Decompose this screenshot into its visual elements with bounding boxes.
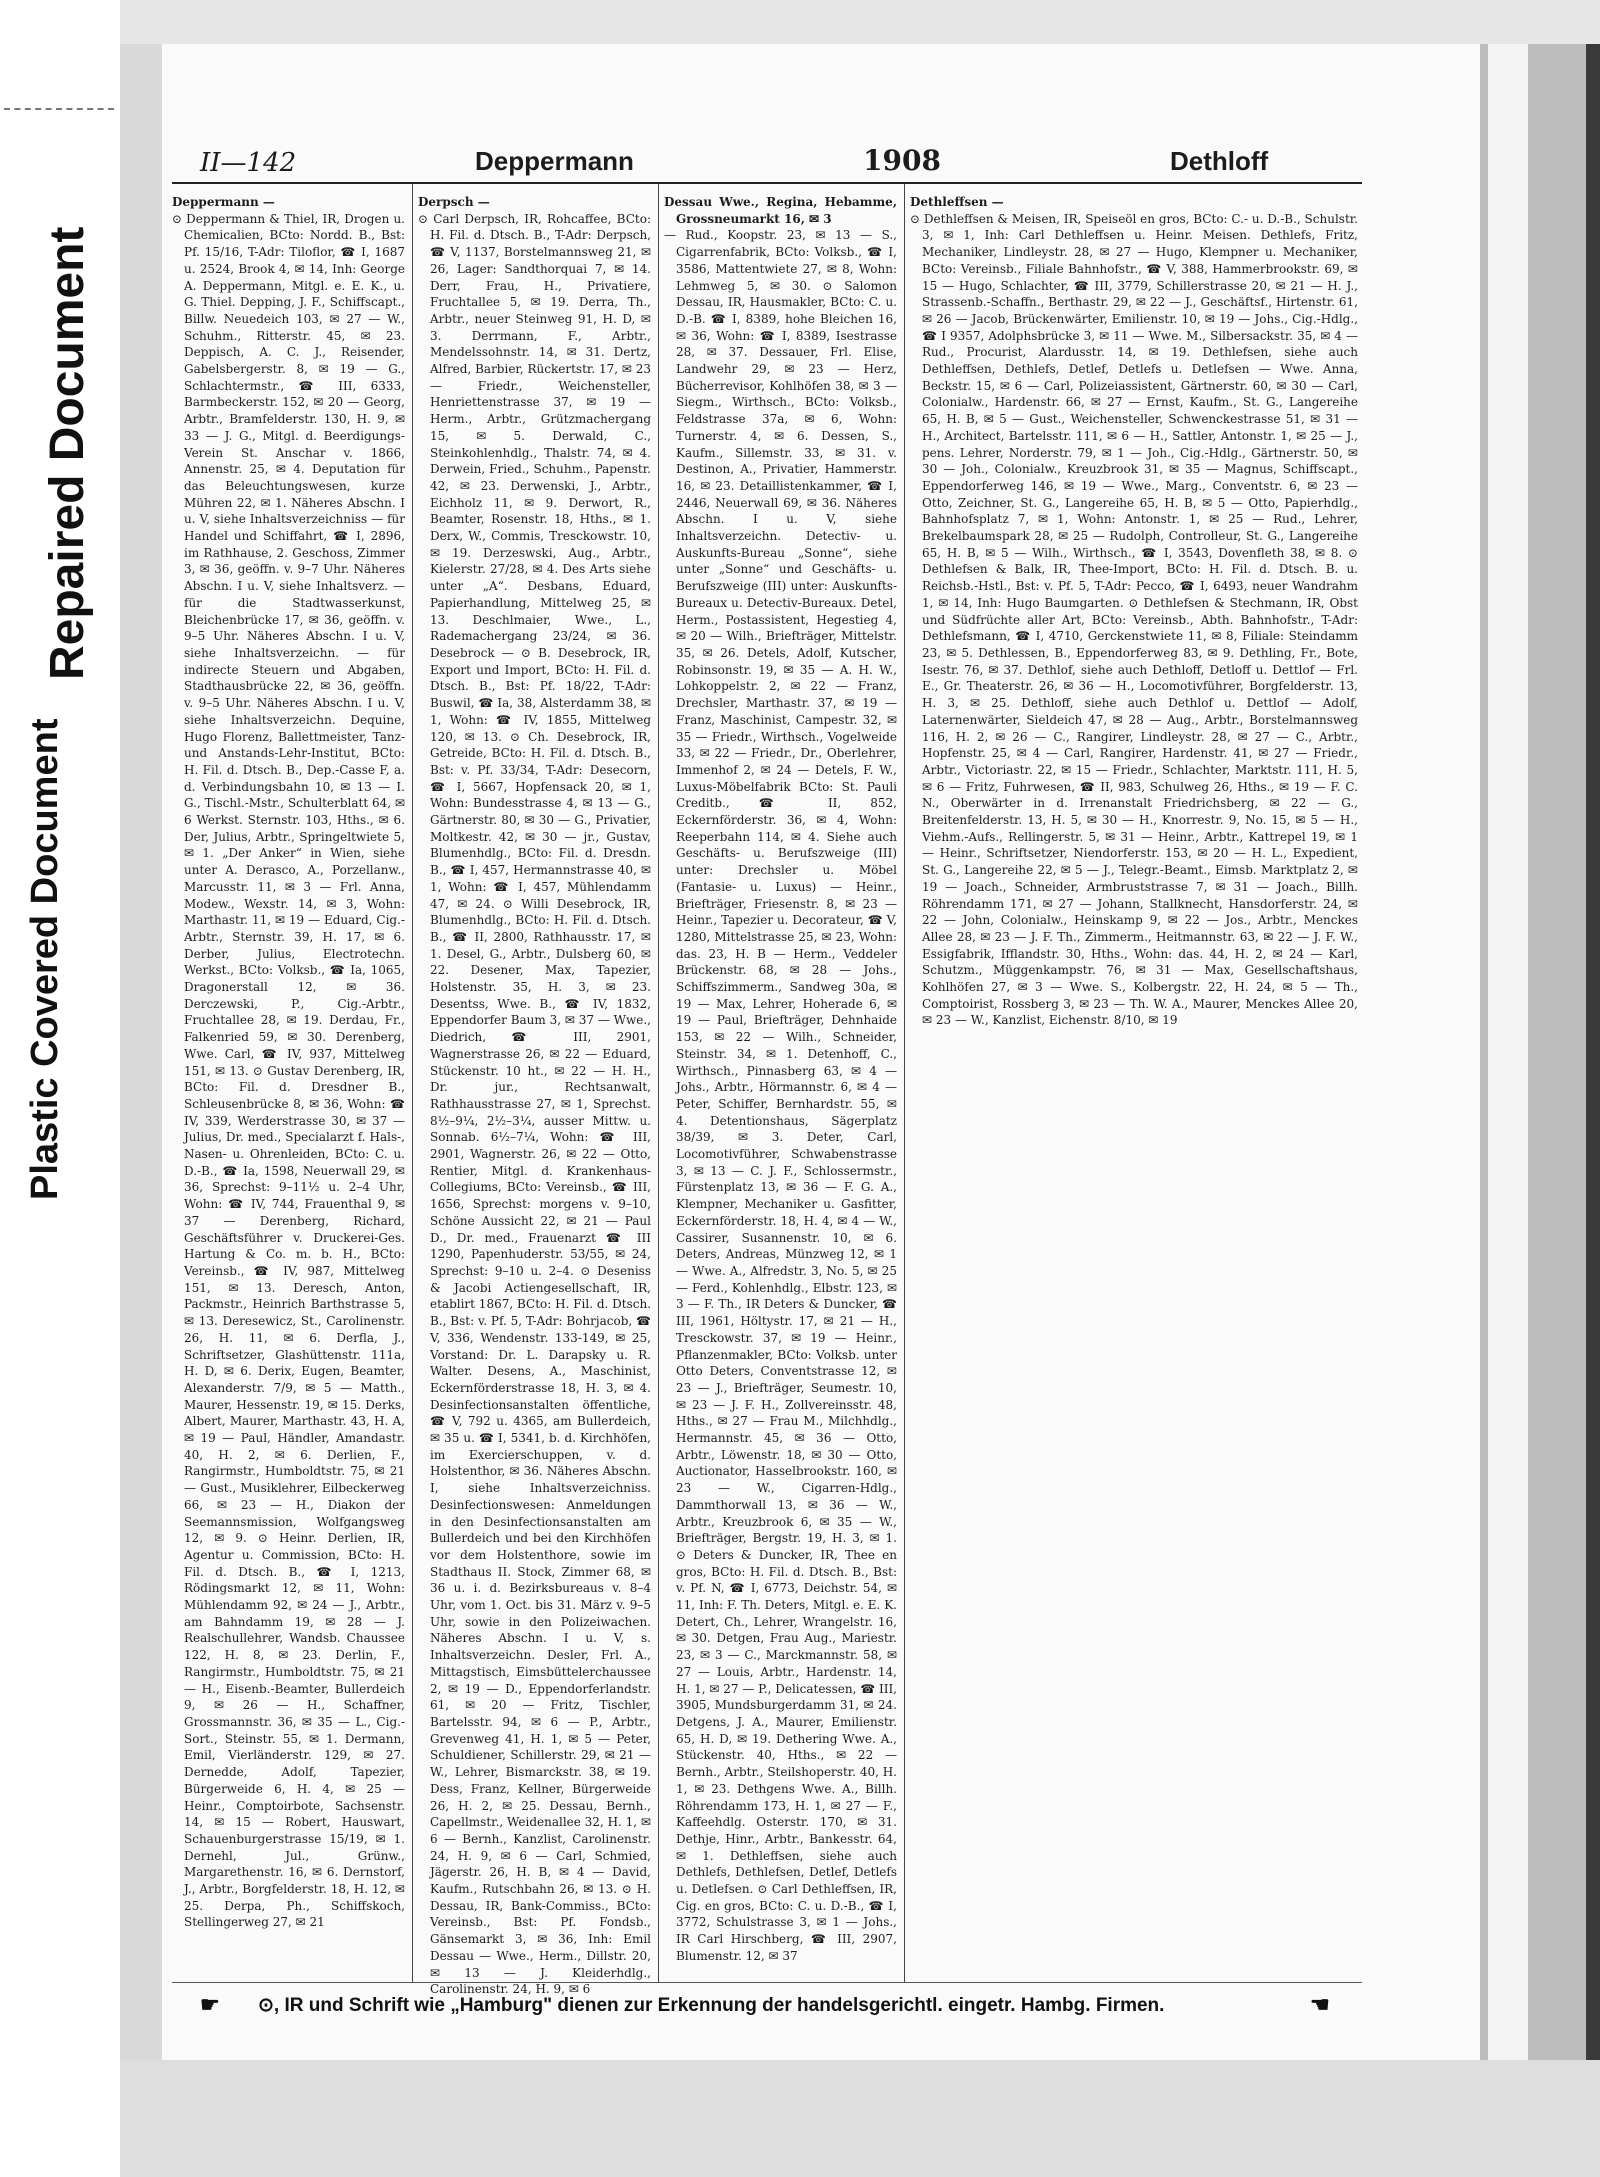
column-text: — Rud., Koopstr. 23, ✉ 13 — S., Cigarrenfabrik, BCto: Volksb., ☎ I, 3586, Mattentwiete 27, ✉ 8, Wohn: Lehmweg 5, ✉ 30. ⊙ Salomon Dessau, IR, Hausmakler, BCto: C. u. D.-B. ☎ I, 8389, hohe Bleichen 16, ✉ 36, Wohn: ☎ I, 8389, Isestrasse 28, ✉ 37. Dessauer, Frl. Elise, Landwehr 29, ✉ 23 — Herz, Bücherrevisor, Kohlhöfen 38, ✉ 3 — Siegm., Wirthsch., BCto: Volksb., Feldstrasse 37a, ✉ 6, Wohn: Turnerstr. 4, ✉ 6. Dessen, S., Kaufm., Sillemstr. 33, ✉ 31. v. Destinon, A., Privatier, Hammerstr. 16, ✉ 23. Detaillistenkammer, ☎ I, 2446, Neuerwall 69, ✉ 36. Näheres Abschn. I u. V, siehe Inhaltsverzeichn. Detectiv- u. Auskunfts-Bureau „Sonne“, siehe unter „Sonne“ und Geschäfts- u. Berufszweige (III) unter: Auskunfts-Bureaux u. Detectiv-Bureaux. Detel, Herm., Postassistent, Hegestieg 4, ✉ 20 — Wilh., Briefträger, Mittelstr. 35, ✉ 26. Detels, Adolf, Kutscher, Robinsonstr. 19, ✉ 35 — A. H. W., Lohkoppelstr. 2, ✉ 22 — Franz, Drechsler, Marthastr. 37, ✉ 19 — Franz, Maschinist, Campestr. 32, ✉ 35 — Friedr., Wirthsch., Vogelweide 33, ✉ 22 — Friedr., Dr., Oberlehrer, Immenhof 2, ✉ 24 — Detels, F. W., Luxus-Möbelfabrik BCto: St. Pauli Creditb., ☎ II, 852, Eckernförderstr. 36, ✉ 4, Wohn: Reeperbahn 114, ✉ 4. Siehe auch Geschäfts- u. Berufszweige (III) unter: Drechsler u. Möbel (Fantasie- u. Luxus) — Heinr., Briefträger, Friesenstr. 8, ✉ 23 — Heinr., Tapezier u. Decorateur, ☎ V, 1280, Mittelstrasse 25, ✉ 23, Wohn: das. 23, H. B — Herm., Veddeler Brückenstr. 68, ✉ 28 — Johs., Schiffszimmerm., Sandweg 30a, ✉ 19 — Max, Lehrer, Hoherade 6, ✉ 19 — Paul, Briefträger, Dehnhaide 153, ✉ 22 — Wilh., Schneider, Steinstr. 34, ✉ 1. Detenhoff, C., Wirthsch., Pinnasberg 63, ✉ 4 — Johs., Arbtr., Hörmannstr. 6, ✉ 4 — Peter, Schiffer, Bernhardstr. 55, ✉ 4. Detentionshaus, Sägerplatz 38/39, ✉ 3. Deter, Carl, Locomotivführer, Schwabenstrasse 3, ✉ 13 — C. J. F., Schlossermstr., Fürstenplatz 13, ✉ 36 — F. G. A., Klempner, Mechaniker u. Gasfitter, Eckernförderstr. 18, H. 4, ✉ 4 — W., Cassirer, Susannenstr. 10, ✉ 6. Deters, Andreas, Münzweg 12, ✉ 1 — Wwe. A., Alfredstr. 3, No. 5, ✉ 25 — Ferd., Kohlenhdlg., Elbstr. 123, ✉ 3 — F. Th., IR Deters & Duncker, ☎ III, 1961, Höltystr. 17, ✉ 21 — H., Tresckowstr. 37, ✉ 19 — Heinr., Pflanzenmakler, BCto: Volksb. unter Otto Deters, Conventstrasse 12, ✉ 23 — J., Briefträger, Seumestr. 10, ✉ 23 — J. F. H., Zollvereinsstr. 48, Hths., ✉ 27 — Frau M., Milchhdlg., Hermannstr. 45, ✉ 36 — Otto, Arbtr., Löwenstr. 18, ✉ 30 — Otto, Auctionator, Hasselbrookstr. 160, ✉ 23 — W., Cigarren-Hdlg., Dammthorwall 13, ✉ 36 — W., Arbtr., Kreuzbrook 6, ✉ 35 — W., Briefträger, Bergstr. 19, H. 3, ✉ 1. ⊙ Deters & Duncker, IR, Thee en gros, BCto: H. Fil. d. Dtsch. B., Bst: v. Pf. N, ☎ I, 6773, Deichstr. 54, ✉ 11, Inh: F. Th. Deters, Mitgl. e. E. K. Detert, Ch., Lehrer, Wrangelstr. 16, ✉ 30. Detgen, Frau Aug., Mariestr. 23, ✉ 3 — C., Marckmannstr. 58, ✉ 27 — Louis, Arbtr., Hardenstr. 14, H. 1, ✉ 27 — P., Delicatessen, ☎ III, 3905, Mundsburgerdamm 31, ✉ 24. Detgens, J. A., Maurer, Emilienstr. 65, H. D, ✉ 19. Dethering Wwe. A., Stückenstr. 40, Hths., ✉ 22 — Bernh., Arbtr., Steilshoperstr. 40, H. 1, ✉ 23. Dethgens Wwe. A., Billh. Röhrendamm 173, H. 1, ✉ 27 — F., Kaffeehdlg. Osterstr. 170, ✉ 31. Dethje, Hinr., Arbtr., Bankesstr. 64, ✉ 1. Dethleffsen, siehe auch Dethlefs, Dethlefsen, Detlef, Detlefs u. Detlefsen. ⊙ Carl Dethleffsen, IR, Cig. en gros, BCto: C. u. D.-B., ☎ I, 3772, Schulstrasse 3, ✉ 1 — Johs., IR Carl Hirschberg, ☎ III, 2907, Blumenstr. 12, ✉ 37 — [664, 228, 897, 1963]
scan-border-right — [1480, 44, 1600, 2060]
pointing-hand-icon: ☛ — [200, 1992, 220, 2017]
header-rule — [172, 182, 1362, 184]
page-number: II—142 — [200, 148, 297, 178]
column-divider — [412, 184, 413, 1982]
column-head: Deppermann — — [172, 195, 275, 209]
scan-border-top — [120, 0, 1600, 44]
column-text: ⊙ Deppermann & Thiel, IR, Drogen u. Chemicalien, BCto: Nordd. B., Bst: Pf. 15/16, T-Adr: Tiloflor, ☎ I, 1687 u. 2524, Brook 4, ✉ 14, Inh: George A. Deppermann, Mitgl. e. E. K., u. G. Thiel. Depping, J. F., Schiffscapt., Billw. Neuedeich 103, ✉ 27 — W., Schuhm., Ritterstr. 45, ✉ 23. Deppisch, A. C. J., Reisender, Gabelsbergerstr. 8, ✉ 19 — G., Schlachtermstr., ☎ III, 6333, Barmbeckerstr. 152, ✉ 20 — Georg, Arbtr., Bramfelderstr. 130, H. 9, ✉ 33 — J. G., Mitgl. d. Beerdigungs-Verein St. Anschar v. 1866, Annenstr. 25, ✉ 4. Deputation für das Beleuchtungswesen, kurze Mühren 22, ✉ 1. Näheres Abschn. I u. V, siehe Inhaltsverzeichniss — für Handel und Schiffahrt, ☎ I, 2896, im Rathhause, 2. Geschoss, Zimmer 3, ✉ 36, geöffn. v. 9–7 Uhr. Näheres Abschn. I u. V, siehe Inhaltsverz. — für die Stadtwasserkunst, Bleichenbrücke 17, ✉ 36, geöffn. v. 9–5 Uhr. Näheres Abschn. I u. V, siehe Inhaltsverzeichn. — für indirecte Steuern und Abgaben, Stadthausbrücke 22, ✉ 36, geöffn. v. 9–5 Uhr. Näheres Abschn. I u. V, siehe Inhaltsverzeichn. Dequine, Hugo Florenz, Ballettmeister, Tanz- und Anstands-Lehr-Institut, BCto: H. Fil. d. Dtsch. B., Dep.-Casse F, a. d. Verbindungsbahn 10, ✉ 13 — I. G., Tischl.-Mstr., Schulterblatt 64, ✉ 6 Werkst. Sternstr. 103, Hths., ✉ 6. Der, Julius, Arbtr., Springeltwiete 5, ✉ 1. „Der Anker“ in Wien, siehe unter A. Derasco, A., Porzellanw., Marcusstr. 11, ✉ 3 — Frl. Anna, Modew., Wexstr. 14, ✉ 3, Wohn: Marthastr. 11, ✉ 19 — Eduard, Cig.-Arbtr., Sternstr. 39, H. 17, ✉ 6. Derber, Julius, Electrotechn. Werkst., BCto: Volksb., ☎ Ia, 1065, Dragonerstall 12, ✉ 36. Derczewski, P., Cig.-Arbtr., Fruchtallee 28, ✉ 19. Derdau, Fr., Falkenried 59, ✉ 30. Derenberg, Wwe. Carl, ☎ IV, 937, Mittelweg 151, ✉ 13. ⊙ Gustav Derenberg, IR, BCto: Fil. d. Dresdner B., Schleusenbrücke 8, ✉ 36, Wohn: ☎ IV, 339, Werderstrasse 30, ✉ 37 — Julius, Dr. med., Specialarzt f. Hals-, Nasen- u. Ohrenleiden, BCto: C. u. D.-B., ☎ Ia, 1598, Neuerwall 29, ✉ 36, Sprechst: 9–11½ u. 2–4 Uhr, Wohn: ☎ IV, 744, Frauenthal 9, ✉ 37 — Derenberg, Richard, Geschäftsführer v. Druckerei-Ges. Hartung & Co. m. b. H., BCto: Vereinsb., ☎ IV, 987, Mittelweg 151, ✉ 13. Deresch, Anton, Packmstr., Heinrich Barthstrasse 5, ✉ 13. Deresewicz, St., Carolinenstr. 26, H. 11, ✉ 6. Derfla, J., Schriftsetzer, Glashüttenstr. 111a, H. D, ✉ 6. Derix, Eugen, Beamter, Alexanderstr. 7/9, ✉ 5 — Matth., Maurer, Hessenstr. 19, ✉ 15. Derks, Albert, Maurer, Marthastr. 43, H. A, ✉ 19 — Paul, Händler, Amandastr. 40, H. 2, ✉ 6. Derlien, F., Rangirmstr., Humboldtstr. 75, ✉ 21 — Gust., Musiklehrer, Eilbeckerweg 66, ✉ 23 — H., Diakon der Seemannsmission, Wolfgangsweg 12, ✉ 9. ⊙ Heinr. Derlien, IR, Agentur u. Commission, BCto: H. Fil. d. Dtsch. B., ☎ I, 1213, Rödingsmarkt 12, ✉ 11, Wohn: Mühlendamm 92, ✉ 24 — J., Arbtr., am Bahndamm 19, ✉ 28 — J. Realschullehrer, Wandsb. Chaussee 122, H. 8, ✉ 23. Derlin, F., Rangirmstr., Humboldtstr. 75, ✉ 21 — H., Eisenb.-Beamter, Bullerdeich 9, ✉ 26 — H., Schaffner, Grossmannstr. 36, ✉ 35 — L., Cig.-Sort., Steinstr. 55, ✉ 1. Dermann, Emil, Vierländerstr. 129, ✉ 27. Dernedde, Adolf, Tapezier, Bürgerweide 6, H. 4, ✉ 25 — Heinr., Comptoirbote, Sachsenstr. 14, ✉ 15 — Robert, Hauswart, Schauenburgerstrasse 15/19, ✉ 1. Dernehl, Jul., Grünw., Margarethenstr. 16, ✉ 6. Dernstorf, J., Arbtr., Borgfelderstr. 18, H. 12, ✉ 25. Derpa, Ph., Schiffskoch, Stellingerweg 27, ✉ 21 — [172, 211, 405, 1930]
scan-border-bottom — [120, 2060, 1600, 2177]
page-edge — [1488, 44, 1528, 2060]
plastic-covered-label: Plastic Covered Document — [24, 718, 66, 1200]
book-edge — [1586, 44, 1600, 2060]
column-text: ⊙ Dethleffsen & Meisen, IR, Speiseöl en gros, BCto: C.- u. D.-B., Schulstr. 3, ✉ 1, Inh: Carl Dethleffsen u. Heinr. Meisen. Dethlefs, Fritz, Mechaniker, Lindleystr. 28, ✉ 27 — Hugo, Klempner u. Mechaniker, BCto: Vereinsb., Filiale Bahnhofstr., ☎ V, 388, Hammerbrookstr. 69, ✉ 15 — Hugo, Schlachter, ☎ III, 3779, Schillerstrasse 20, ✉ 21 — H. J., Strassenb.-Schaffn., Berthastr. 29, ✉ 22 — J., Geschäftsf., Hirtenstr. 61, ✉ 26 — Jacob, Brückenwärter, Emilienstr. 10, ✉ 19 — Johs., Cig.-Hdlg., ☎ I 9357, Adolphsbrücke 3, ✉ 11 — Wwe. M., Silbersackstr. 35, ✉ 4 — Rud., Procurist, Alardusstr. 14, ✉ 19. Dethlefsen, siehe auch Dethleffsen, Dethlefs, Detlef, Detlefs u. Detlefsen — Wwe. Anna, Beckstr. 15, ✉ 6 — Carl, Polizeiassistent, Gärtnerstr. 60, ✉ 30 — Carl, Colonialw., Hardenstr. 66, ✉ 27 — Ernst, Kaufm., St. G., Langereihe 65, H. B, ✉ 5 — Gust., Weichensteller, Schwenckestrasse 51, ✉ 31 — H., Architect, Bartelsstr. 111, ✉ 6 — H., Sattler, Antonstr. 1, ✉ 25 — J., pens. Lehrer, Norderstr. 79, ✉ 1 — Joh., Cig.-Hdlg., Gärtnerstr. 50, ✉ 30 — Joh., Colonialw., Kreuzbrook 31, ✉ 35 — Magnus, Schiffscapt., Eppendorferweg 146, ✉ 19 — Wwe., Marg., Conventstr. 6, ✉ 23 — Otto, Zeichner, St. G., Langereihe 65, H. B, ✉ 5 — Otto, Papierhdlg., Bahnhofsplatz 7, ✉ 1, Wohn: Antonstr. 1, ✉ 25 — Rud., Lehrer, Brekelbaumspark 28, ✉ 25 — Rudolph, Controlleur, St. G., Langereihe 65, H. B, ✉ 5 — Wilh., Wirthsch., ☎ I, 3543, Dovenfleth 38, ✉ 8. ⊙ Dethlefsen & Balk, IR, Thee-Import, BCto: H. Fil. d. Dtsch. B. u. Reichsb.-Hstl., Bst: v. Pf. 5, T-Adr: Pecco, ☎ I, 6493, neuer Wandrahm 1, ✉ 14, Inh: Hugo Baumgarten. ⊙ Dethlefsen & Stechmann, IR, Obst und Südfrüchte aller Art, BCto: Vereinsb., Abth. Bahnhofstr., T-Adr: Dethlefsmann, ☎ I, 4710, Gerckenstwiete 11, ✉ 8, Filiale: Steindamm 23, ✉ 5. Dethlessen, B., Eppendorferweg 83, ✉ 9. Dethling, Fr., Bote, Isestr. 76, ✉ 37. Dethlof, siehe auch Dethloff, Detloff u. Dettlof — Frl. E., Gr. Theaterstr. 26, ✉ 36 — H., Locomotivführer, Borgfelderstr. 13, H. 3, ✉ 25. Dethloff, siehe auch Dethlof u. Dettlof — Adolf, Laternenwärter, Sieldeich 47, ✉ 28 — Aug., Arbtr., Borstelmannsweg 116, H. 2, ✉ 26 — C., Rangirer, Lindleystr. 28, ✉ 27 — C., Arbtr., Hopfenstr. 25, ✉ 4 — Carl, Rangirer, Hardenstr. 41, ✉ 27 — Friedr., Arbtr., Victoriastr. 22, ✉ 15 — Friedr., Schlachter, Marktstr. 111, H. 5, ✉ 6 — Fritz, Fuhrwesen, ☎ II, 983, Schulweg 26, Hths., ✉ 19 — F. C. N., Oberwärter in d. Irrenanstalt Friedrichsberg, ✉ 22 — G., Breitenfelderstr. 13, H. 5, ✉ 30 — H., Knorrestr. 9, No. 15, ✉ 5 — H., Viehm.-Aufs., Rellingerstr. 5, ✉ 31 — Heinr., Arbtr., Kattrepel 19, ✉ 1 — Heinr., Schriftsetzer, Niendorferstr. 153, ✉ 20 — H. L., Expedient, St. G., Langereihe 22, ✉ 5 — J., Telegr.-Beamt., Eimsb. Marktplatz 2, ✉ 19 — Joach., Schneider, Armbruststrasse 7, ✉ 31 — Joach., Billh. Röhrendamm 171, ✉ 27 — Johann, Stallknecht, Hansdorferstr. 24, ✉ 22 — John, Colonialw., Heinskamp 9, ✉ 22 — Jos., Arbtr., Menckes Allee 28, ✉ 23 — J. F. Th., Zimmerm., Heitmannstr. 63, ✉ 22 — J. F. W., Essigfabrik, Ifflandstr. 30, Hths., Wohn: das. 44, H. 2, ✉ 24 — Karl, Schutzm., Müggenkampstr. 76, ✉ 31 — Max, Gesellschaftshaus, Kohlhöfen 27, ✉ 3 — Wwe. S., Kolbergstr. 22, H. 24, ✉ 5 — Th., Comptoirist, Rossberg 3, ✉ 23 — Th. W. A., Maurer, Menckes Allee 20, ✉ 23 — W., Kanzlist, Eichenstr. 8/10, ✉ 19 — [910, 211, 1358, 1028]
column-3 — [664, 194, 897, 1976]
footer-note — [200, 1988, 1360, 2022]
column-4 — [910, 194, 1358, 1976]
catchword-right: Dethloff — [1170, 146, 1269, 176]
column-divider — [658, 184, 659, 1982]
left-strip — [0, 0, 120, 2177]
column-text: ⊙ Carl Derpsch, IR, Rohcaffee, BCto: H. Fil. d. Dtsch. B., T-Adr: Derpsch, ☎ V, 1137, Borstelmannsweg 21, ✉ 26, Lager: Sandthorquai 7, ✉ 14. Derr, Frau, H., Privatiere, Fruchtallee 5, ✉ 19. Derra, Th., Arbtr., neuer Steinweg 91, H. D, ✉ 3. Derrmann, F., Arbtr., Mendelssohnstr. 14, ✉ 31. Dertz, Alfred, Barbier, Rückertstr. 17, ✉ 23 — Friedr., Weichensteller, Henriettenstrasse 37, ✉ 19 — Herm., Arbtr., Grützmachergang 15, ✉ 5. Derwald, C., Steinkohlenhdlg., Thalstr. 74, ✉ 4. Derwein, Fried., Schuhm., Papenstr. 42, ✉ 23. Derwenski, J., Arbtr., Eichholz 11, ✉ 9. Derwort, R., Beamter, Rosenstr. 18, Hths., ✉ 1. Derx, W., Commis, Tresckowstr. 10, ✉ 19. Derzeswski, Aug., Arbtr., Kielerstr. 27/28, ✉ 4. Des Arts siehe unter „A“. Desbans, Eduard, Papierhandlung, Mittelweg 25, ✉ 13. Deschlmaier, Wwe., L., Rademachergang 23/24, ✉ 36. Desebrock — ⊙ B. Desebrock, IR, Export und Import, BCto: H. Fil. d. Dtsch. B., Bst: Pf. 18/22, T-Adr: Buswil, ☎ Ia, 38, Alsterdamm 38, ✉ 1, Wohn: ☎ IV, 1855, Mittelweg 120, ✉ 13. ⊙ Ch. Desebrock, IR, Getreide, BCto: H. Fil. d. Dtsch. B., Bst: v. Pf. 33/34, T-Adr: Desecorn, ☎ I, 5667, Hopfensack 20, ✉ 1, Wohn: Bundesstrasse 4, ✉ 13 — G., Gärtnerstr. 80, ✉ 30 — G., Privatier, Moltkestr. 42, ✉ 30 — jr., Gustav, Blumenhdlg., BCto: Fil. d. Dresdn. B., ☎ I, 457, Hermannstrasse 40, ✉ 1, Wohn: ☎ I, 457, Mühlendamm 47, ✉ 24. ⊙ Willi Desebrock, IR, Blumenhdlg., BCto: H. Fil. d. Dtsch. B., ☎ II, 2800, Rathhausstr. 17, ✉ 1. Desel, G., Arbtr., Dulsberg 60, ✉ 22. Desener, Max, Tapezier, Holstenstr. 35, H. 3, ✉ 23. Desentss, Wwe. B., ☎ IV, 1832, Eppendorfer Baum 3, ✉ 37 — Wwe., Diedrich, ☎ III, 2901, Wagnerstrasse 26, ✉ 22 — Eduard, Stückenstr. 10 ht., ✉ 22 — H. H., Dr. jur., Rechtsanwalt, Rathhausstrasse 27, ✉ 1, Sprechst. 8½–9¼, 2½–3¼, ausser Mittw. u. Sonnab. 6½–7¼, Wohn: ☎ III, 2901, Wagnerstr. 26, ✉ 22 — Otto, Rentier, Mitgl. d. Krankenhaus-Collegiums, BCto: Vereinsb., ☎ III, 1656, Sprechst: morgens v. 9–10, Schöne Aussicht 22, ✉ 21 — Paul D., Dr. med., Frauenarzt ☎ III 1290, Papenhuderstr. 53/55, ✉ 24, Sprechst: 9–10 u. 2–4. ⊙ Deseniss & Jacobi Actiengesellschaft, IR, etablirt 1867, BCto: H. Fil. d. Dtsch. B., Bst: v. Pf. 5, T-Adr: Bohrjacob, ☎ V, 336, Wendenstr. 133-149, ✉ 25, Vorstand: Dr. L. Darapsky u. R. Walter. Desens, A., Maschinist, Eckernförderstrasse 18, H. 3, ✉ 4. Desinfectionsanstalten öffentliche, ☎ V, 792 u. 4365, am Bullerdeich, ✉ 35 u. ☎ I, 5341, b. d. Kirchhöfen, im Exercierschuppen, v. d. Holstenthor, ✉ 36. Näheres Abschn. I, siehe Inhaltsverzeichniss. Desinfectionswesen: Anmeldungen in den Desinfectionsanstalten am Bullerdeich und bei den Kirchhöfen vor dem Holstenthore, sowie im Stadthaus II. Stock, Zimmer 68, ✉ 36 u. i. d. Bezirksbureaus v. 8–4 Uhr, vom 1. Oct. bis 31. März v. 9–5 Uhr, sowie in den Polizeiwachen. Näheres Abschn. I u. V, s. Inhaltsverzeichn. Desler, Frl. A., Mittagstisch, Eimsbüttelerchaussee 2, ✉ 19 — D., Eppendorferlandstr. 61, ✉ 20 — Fritz, Tischler, Bartelsstr. 94, ✉ 6 — P., Arbtr., Grevenweg 41, H. 1, ✉ 5 — Peter, Schuldiener, Schillerstr. 29, ✉ 21 — W., Lehrer, Bismarckstr. 38, ✉ 19. Dess, Franz, Kellner, Bürgerweide 26, H. 2, ✉ 25. Dessau, Bernh., Capellmstr., Weidenallee 32, H. 1, ✉ 6 — Bernh., Kanzlist, Carolinenstr. 24, H. 9, ✉ 6 — Carl, Schmied, Jägerstr. 26, H. B, ✉ 4 — David, Kaufm., Rutschbahn 26, ✉ 13. ⊙ H. Dessau, IR, Bank-Commiss., BCto: Vereinsb., Bst: Pf. Fondsb., Gänsemarkt 3, ✉ 36, Inh: Emil Dessau — Wwe., Herm., Dillstr. 20, ✉ 13 — J. Kleiderhdlg., Carolinenstr. 24, H. 9, ✉ 6 — [418, 211, 652, 1997]
column-head: Dessau Wwe., Regina, Hebamme, Grossneumarkt 16, ✉ 3 — [664, 195, 897, 226]
pointing-hand-icon: ☛ — [1310, 1992, 1330, 2017]
dashed-line — [4, 108, 114, 110]
repaired-document-label: Repaired Document — [41, 226, 94, 680]
running-header — [200, 142, 1310, 186]
catchword-left: Deppermann — [475, 146, 634, 176]
column-head: Derpsch — — [418, 195, 490, 209]
document-page — [120, 44, 1480, 2060]
year: 1908 — [863, 144, 941, 177]
gutter-shadow — [120, 44, 162, 2060]
column-head: Dethleffsen — — [910, 195, 1004, 209]
footer-rule — [172, 1982, 1362, 1983]
column-1 — [172, 194, 405, 1976]
column-divider — [904, 184, 905, 1982]
column-2 — [418, 194, 652, 1997]
footer-text: ⊙, IR und Schrift wie „Hamburg" dienen zur Erkennung der handelsgerichtl. eingetr. Hambg. Firmen. — [258, 1995, 1165, 2016]
